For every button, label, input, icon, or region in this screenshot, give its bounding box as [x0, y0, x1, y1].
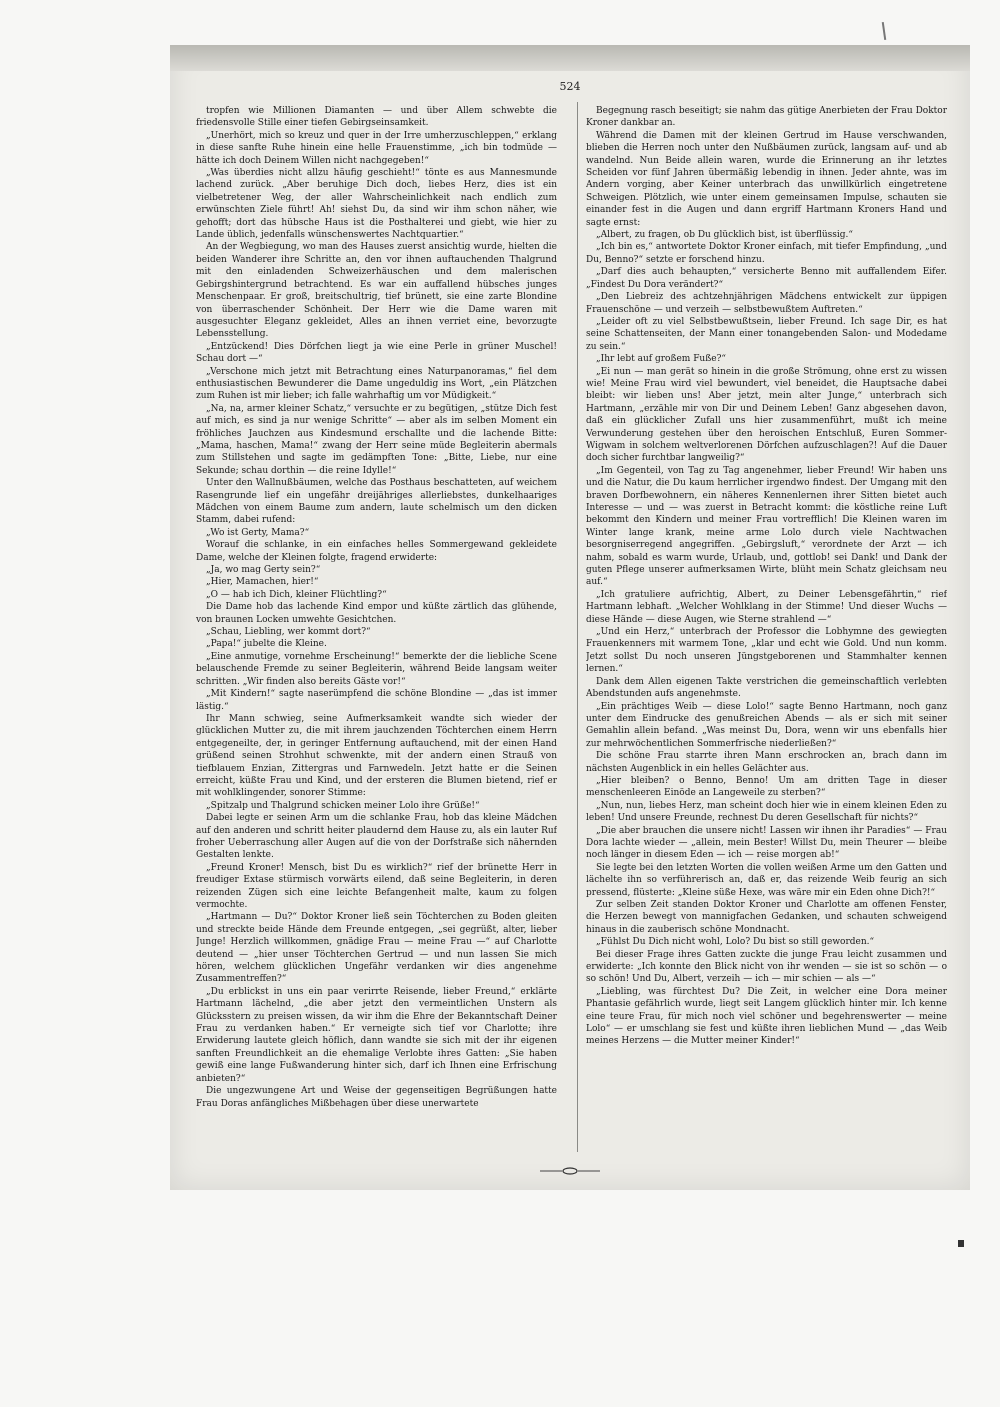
right-column-paragraph: „Die aber brauchen die unsere nicht! Lassen wir ihnen ihr Paradies“ — Frau Dora lachte wieder — „allein, mein Bester! Willst Du, mein Theurer — bleibe noch länger in diesem Eden — ich — reise morgen ab!“	[586, 825, 947, 861]
right-column-paragraph: „Und ein Herz,“ unterbrach der Professor die Lobhymne des gewiegten Frauenkenners mit warmem Tone, „klar und echt wie Gold. Und nun komm. Jetzt sollst Du noch unseren Jüngstgeborenen und Stammhalter kennen lernen.“	[586, 627, 947, 675]
left-column-paragraph: „Eine anmutige, vornehme Erscheinung!“ bemerkte der die liebliche Scene belauschende Fremde zu seiner Begleiterin, während Beide langsam weiter schritten. „Wir finden also bereits Gäste vor!“	[196, 651, 557, 687]
right-column-paragraph: Sie legte bei den letzten Worten die vollen weißen Arme um den Gatten und lächelte ihn so verführerisch an, daß er, das reizende Weib feurig an sich pressend, flüsterte: „Kleine süße Hexe, was wäre mir ein Eden ohne Dich?!“	[586, 862, 947, 898]
right-column-paragraph: „Albert, zu fragen, ob Du glücklich bist, ist überflüssig.“	[596, 230, 853, 241]
left-column-paragraph: Unter den Wallnußbäumen, welche das Posthaus beschatteten, auf weichem Rasengrunde lief ein ungefähr dreijähriges allerliebstes, dunkelhaariges Mädchen von einem Baume zum andern, laute schelmisch um den dicken Stamm, dabei rufend:	[196, 478, 557, 526]
page-top-shadow	[170, 45, 970, 71]
left-column-paragraph: An der Wegbiegung, wo man des Hauses zuerst ansichtig wurde, hielten die beiden Wanderer ihre Schritte an, den vor ihnen auftauchenden Thalgrund mit den einladenden Schweizerhäuschen und dem malerischen Gebirgshintergrund betrachtend. Es war ein auffallend hübsches junges Menschenpaar. Er groß, breitschultrig, tief brünett, sie eine zarte Blondine von überraschender Schönheit. Der Herr wie die Dame waren mit ausgesuchter Eleganz gekleidet, Alles an ihnen verriet eine, bevorzugte Lebensstellung.	[196, 242, 557, 340]
left-column-paragraph: „Du erblickst in uns ein paar verirrte Reisende, lieber Freund,“ erklärte Hartmann lächelnd, „die aber jetzt den vermeintlichen Unstern als Glücksstern zu preisen wissen, da wir ihm die Ehre der Bekanntschaft Deiner Frau zu verdanken haben.“ Er verneigte sich tief vor Charlotte; ihre Erwiderung lautete gleich höflich, dann wandte sie sich mit der ihr eigenen sanften Freundlichkeit an die ehemalige Verlobte ihres Gatten: „Sie haben gewiß eine lange Fußwanderung hinter sich, darf ich Ihnen eine Erfrischung anbieten?“	[196, 986, 557, 1084]
right-column-paragraph: „Darf dies auch behaupten,“ versicherte Benno mit auffallendem Eifer. „Findest Du Dora verändert?“	[586, 267, 947, 290]
right-column-paragraph: „Ein prächtiges Weib — diese Lolo!“ sagte Benno Hartmann, noch ganz unter dem Eindrucke des genußreichen Abends — als er sich mit seiner Gemahlin allein befand. „Was meinst Du, Dora, wenn wir uns ebenfalls hier zur mehrwöchentlichen Sommerfrische niederließen?“	[586, 701, 947, 749]
left-column-paragraph: „Was überdies nicht allzu häufig geschieht!“ tönte es aus Mannesmunde lachend zurück. „Aber beruhige Dich doch, liebes Herz, dies ist ein vielbetretener Weg, der aller Wahrscheinlichkeit nach endlich zum erwünschten Ziele führt! Ah! siehst Du, da sind wir ihm schon näher, wie gehofft; dort das hübsche Haus ist die Posthalterei und giebt, wie hier zu Lande üblich, jedenfalls wünschenswertes Nachtquartier.“	[196, 168, 557, 241]
right-column-paragraph: Zur selben Zeit standen Doktor Kroner und Charlotte am offenen Fenster, die Herzen bewegt von mannigfachen Gedanken, und schauten schweigend hinaus in die zauberisch schöne Mondnacht.	[586, 900, 947, 935]
right-column-paragraph: „Ei nun — man gerät so hinein in die große Strömung, ohne erst zu wissen wie! Meine Frau wird viel bewundert, viel beneidet, die Hauptsache dabei bleibt: wir lieben uns! Aber jetzt, mein alter Junge,“ unterbrach sich Hartmann, „erzähle mir von Dir und Deinem Leben! Ganz abgesehen davon, daß ein glücklicher Zufall uns hier zusammenführt, mußt ich meine Verwunderung gestehen über den heroischen Entschluß, Euren Sommer-Wigwam in solchem weltverlorenen Dörfchen aufzuschlagen?! Auf die Dauer doch sicher furchtbar langweilig?“	[586, 366, 947, 464]
right-column-paragraph: Begegnung rasch beseitigt; sie nahm das gütige Anerbieten der Frau Doktor Kroner dankbar an.	[586, 106, 947, 129]
left-column-paragraph: „Ja, wo mag Gerty sein?“	[206, 565, 321, 576]
left-column-paragraph: „Wo ist Gerty, Mama?“	[206, 527, 310, 538]
left-column-paragraph: Die Dame hob das lachende Kind empor und küßte zärtlich das glühende, von braunen Locken umwehte Gesichtchen.	[196, 602, 557, 625]
left-column-paragraph: tropfen wie Millionen Diamanten — und über Allem schwebte die friedensvolle Stille einer tiefen Gebirgseinsamkeit.	[196, 106, 557, 129]
column-divider	[577, 102, 578, 1152]
left-column-paragraph: „Unerhört, mich so kreuz und quer in der Irre umherzuschleppen,“ erklang in diese sanfte Ruhe hinein eine helle Frauenstimme, „ich bin todmüde — hätte ich doch Deinem Willen nicht nachgegeben!“	[196, 130, 557, 166]
right-column-paragraph: „Leider oft zu viel Selbstbewußtsein, lieber Freund. Ich sage Dir, es hat seine Schattenseiten, der Mann einer tonangebenden Salon- und Modedame zu sein.“	[586, 316, 947, 352]
right-column-paragraph: „Hier bleiben? o Benno, Benno! Um am dritten Tage in dieser menschenleeren Einöde an Langeweile zu sterben?“	[586, 775, 947, 799]
left-column-paragraph: „O — hab ich Dich, kleiner Flüchtling?“	[206, 589, 387, 600]
right-column-paragraph: „Ich gratuliere aufrichtig, Albert, zu Deiner Lebensgefährtin,“ rief Hartmann lebhaft. „Welcher Wohlklang in der Stimme! Und dieser Wuchs — diese Hände — diese Augen, wie Sterne strahlend —“	[586, 589, 947, 625]
scan-speck	[958, 1240, 964, 1247]
left-column-paragraph: „Spitzalp und Thalgrund schicken meiner Lolo ihre Grüße!“	[206, 800, 480, 811]
left-text-column	[196, 105, 557, 1153]
right-column-paragraph: „Liebling, was fürchtest Du? Die Zeit, in welcher eine Dora meiner Phantasie gefährlich wurde, liegt seit Langem glücklich hinter mir. Ich kenne eine teure Frau, für mich noch viel schöner und begehrenswerter — meine Lolo“ — er umschlang sie fest und küßte ihren lieblichen Mund — „das Weib meines Herzens — die Mutter meiner Kinder!“	[586, 986, 947, 1047]
left-column-paragraph: „Mit Kindern!“ sagte naserümpfend die schöne Blondine — „das ist immer lästig.“	[196, 689, 557, 712]
left-column-paragraph: Ihr Mann schwieg, seine Aufmerksamkeit wandte sich wieder der glücklichen Mutter zu, die mit ihrem jauchzenden Töchterchen einem Herrn entgegeneilte, der, in geringer Entfernung auftauchend, mit der einen Hand grüßend seinen Strohhut schwenkte, mit der andern einen Strauß von tiefblauem Enzian, Zittergras und Farnwedeln. Jetzt hatte er die Seinen erreicht, küßte Frau und Kind, und der ersteren die Blumen bietend, rief er mit wohlklingender, sonorer Stimme:	[196, 713, 557, 799]
left-column-paragraph: „Papa!“ jubelte die Kleine.	[206, 639, 327, 650]
right-column-paragraph: „Den Liebreiz des achtzehnjährigen Mädchens entwickelt zur üppigen Frauenschöne — und verzeih — selbstbewußtem Auftreten.“	[586, 292, 947, 315]
left-column-paragraph: „Schau, Liebling, wer kommt dort?“	[206, 627, 371, 638]
end-ornament	[540, 1166, 600, 1176]
right-column-paragraph: „Im Gegenteil, von Tag zu Tag angenehmer, lieber Freund! Wir haben uns und die Natur, die Du kaum herrlicher irgendwo findest. Der Umgang mit den braven Dorfbewohnern, ein näheres Kennenlernen ihrer Sitten bietet auch Interesse — und — was zuerst in Betracht kommt: die köstliche reine Luft bekommt den Kindern und meiner Frau vortrefflich! Die Kleinen waren im Winter lange krank, meine arme Lolo durch viele Nachtwachen besorgniserregend angegriffen. „Gebirgsluft,“ verordnete der Arzt — ich nahm, sobald es warm wurde, Urlaub, und, gottlob! sei Dank! und Dank der guten Pflege unserer aufmerksamen Wirte, blüht mein Schatz gleichsam neu auf.“	[586, 465, 947, 588]
right-column-paragraph: „Fühlst Du Dich nicht wohl, Lolo? Du bist so still geworden.“	[596, 937, 875, 948]
left-column-paragraph: „Freund Kroner! Mensch, bist Du es wirklich?“ rief der brünette Herr in freudiger Extase stürmisch vorwärts eilend, daß seine Begleiterin, in deren reizenden Zügen sich eine leichte Befangenheit malte, kaum zu folgen vermochte.	[196, 862, 557, 910]
page-number: 524	[559, 80, 581, 93]
left-column-paragraph: „Hartmann — Du?“ Doktor Kroner ließ sein Töchterchen zu Boden gleiten und streckte beide Hände dem Freunde entgegen, „sei gegrüßt, alter, lieber Junge! Herzlich willkommen, gnädige Frau — meine Frau —“ auf Charlotte deutend — „hier unser Töchterchen Gertrud — und nun lassen Sie mich hören, welchem glücklichen Ungefähr verdanken wir dies angenehme Zusammentreffen?“	[196, 912, 557, 985]
right-column-paragraph: Die schöne Frau starrte ihren Mann erschrocken an, brach dann im nächsten Augenblick in ein helles Gelächter aus.	[586, 751, 947, 774]
right-column-paragraph: „Nun, nun, liebes Herz, man scheint doch hier wie in einem kleinen Eden zu leben! Und unsere Freunde, rechnest Du deren Gesellschaft für nichts?“	[586, 800, 947, 824]
right-text-column	[586, 105, 947, 1153]
left-column-paragraph: „Hier, Mamachen, hier!“	[206, 577, 319, 588]
left-column-paragraph: „Entzückend! Dies Dörfchen liegt ja wie eine Perle in grüner Muschel! Schau dort —“	[196, 341, 557, 365]
right-column-paragraph: „Ich bin es,“ antwortete Doktor Kroner einfach, mit tiefer Empfindung, „und Du, Benno?“ setzte er forschend hinzu.	[586, 242, 947, 265]
left-column-paragraph: „Na, na, armer kleiner Schatz,“ versuchte er zu begütigen, „stütze Dich fest auf mich, es sind ja nur wenige Schritte“ — aber als im selben Moment ein fröhliches Jauchzen aus Kindesmund erschallte und die lachende Bitte: „Mama, haschen, Mama!“ zwang der Herr seine müde Begleiterin abermals zum Stillstehen und sagte im gedämpften Tone: „Bitte, Liebe, nur eine Sekunde; schau dorthin — die reine Idylle!“	[196, 403, 557, 476]
right-column-paragraph: Während die Damen mit der kleinen Gertrud im Hause verschwanden, blieben die Herren noch unter den Nußbäumen zurück, langsam auf- und ab wandelnd. Nun Beide allein waren, wurde die Erinnerung an ihr letztes Scheiden vor fünf Jahren übermäßig lebendig in ihnen. Jeder ahnte, was im Andern vorging, aber Keiner unterbrach das unwillkürlich eingetretene Schweigen. Plötzlich, wie unter einem gemeinsamen Impulse, schauten sie einander fest in die Augen und dann ergriff Hartmann Kroners Hand und sagte ernst:	[586, 130, 947, 228]
right-column-paragraph: „Ihr lebt auf großem Fuße?“	[596, 354, 726, 365]
right-column-paragraph: Dank dem Allen eigenen Takte verstrichen die gemeinschaftlich verlebten Abendstunden aufs angenehmste.	[586, 676, 947, 700]
left-column-paragraph: „Verschone mich jetzt mit Betrachtung eines Naturpanoramas,“ fiel dem enthusiastischen Bewunderer die Dame ungeduldig ins Wort, „ein Plätzchen zum Ruhen ist mir lieber; ich falle wahrhaftig um vor Müdigkeit.“	[196, 366, 557, 402]
right-column-paragraph: Bei dieser Frage ihres Gatten zuckte die junge Frau leicht zusammen und erwiderte: „Ich konnte den Blick nicht von ihr wenden — sie ist so schön — o so schön! Und Du, Albert, verzeih — ich — mir schien — als —“	[586, 949, 947, 985]
left-column-paragraph: Worauf die schlanke, in ein einfaches helles Sommergewand gekleidete Dame, welche der Kleinen folgte, fragend erwiderte:	[196, 540, 557, 563]
left-column-paragraph: Die ungezwungene Art und Weise der gegenseitigen Begrüßungen hatte Frau Doras anfängliches Mißbehagen über diese unerwartete	[196, 1086, 557, 1109]
left-column-paragraph: Dabei legte er seinen Arm um die schlanke Frau, hob das kleine Mädchen auf den anderen und schritt heiter plaudernd dem Hause zu, als ein lauter Ruf froher Ueberraschung aller Augen auf die von der Dorfstraße sich nähernden Gestalten lenkte.	[196, 813, 557, 861]
